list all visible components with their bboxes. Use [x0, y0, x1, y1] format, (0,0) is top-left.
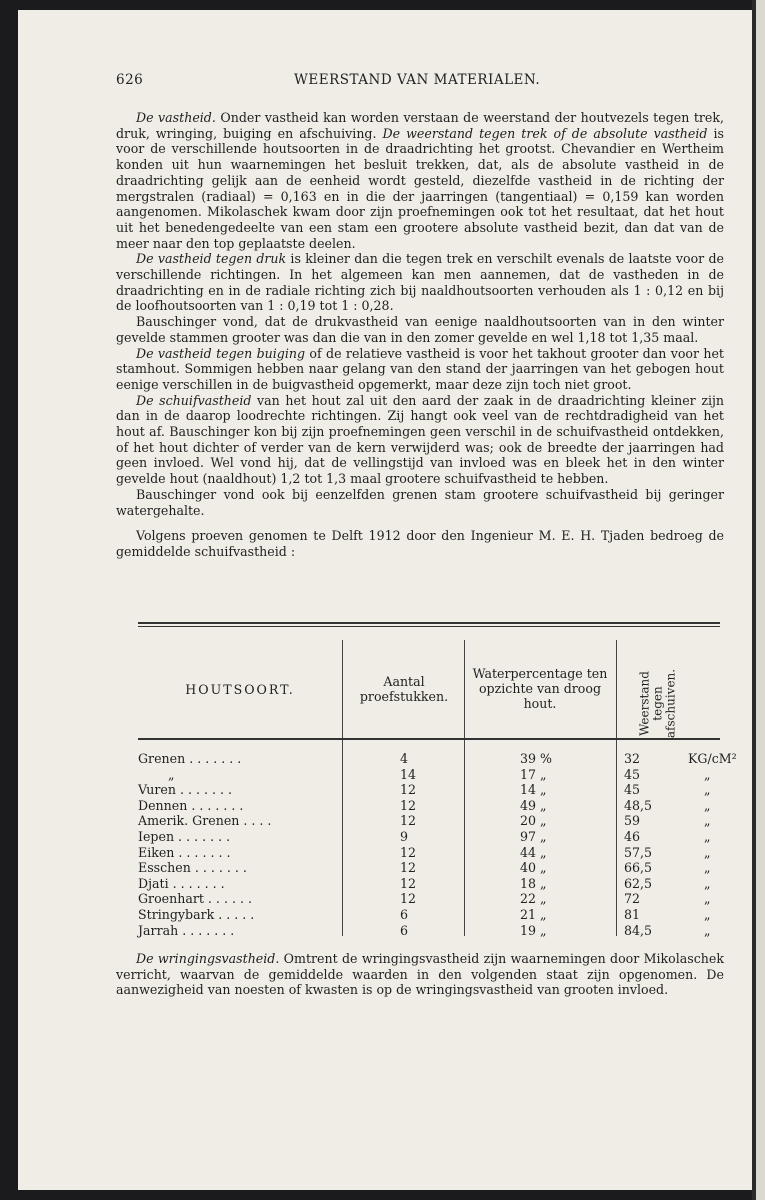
cell-water: 49 „ — [520, 797, 547, 813]
cell-houtsoort: Stringybark . . . . . — [138, 906, 255, 922]
table-row — [138, 782, 720, 798]
cell-water: 19 „ — [520, 922, 547, 938]
table-row — [138, 829, 720, 845]
book-page — [18, 10, 752, 1190]
table-header-rule — [138, 738, 720, 740]
cell-water: 97 „ — [520, 828, 547, 844]
cell-weerstand: 81 — [624, 906, 641, 922]
cell-water: 21 „ — [520, 906, 547, 922]
page-number: 626 — [116, 72, 144, 88]
cell-weerstand: 59 — [624, 813, 641, 829]
cell-aantal: 12 — [400, 782, 417, 798]
cell-weerstand: 46 — [624, 828, 641, 844]
page-gutter — [752, 0, 756, 1200]
cell-houtsoort: Dennen . . . . . . . — [138, 797, 244, 813]
cell-ditto: „ — [704, 828, 711, 844]
paragraph-text: is kleiner dan die tegen trek en verschilt evenals de laatste voor de verschillende richtingen. In het algemeen kan men aannemen, dat de vastheden in de draadrichting en in de radiale richting zich bij naaldhoutsoorten verhouden als 1 : 0,12 en bij de loofhoutsoorten van 1 : 0,19 tot 1 : 0,28. — [116, 251, 724, 314]
cell-ditto: „ — [704, 797, 711, 813]
cell-houtsoort: Djati . . . . . . . — [138, 875, 225, 891]
paragraph — [116, 251, 724, 314]
paragraph-text: Bauschinger vond ook bij eenzelfden grenen stam grootere schuifvastheid bij geringer watergehalte. — [116, 486, 724, 518]
paragraph-text: of de relatieve vastheid is voor het takhout grooter dan voor het stamhout. Sommigen hebben naar gelang van den stand der jaarringen van het gebogen hout eenige verschillen in de buigvastheid opgemerkt, maar deze zijn toch niet groot. — [116, 345, 724, 392]
cell-ditto: „ — [704, 906, 711, 922]
cell-aantal: 12 — [400, 860, 417, 876]
paragraph — [116, 393, 724, 487]
paragraph — [116, 528, 724, 559]
cell-aantal: 12 — [400, 797, 417, 813]
table-top-rule — [138, 622, 720, 624]
paragraph — [116, 346, 724, 393]
cell-houtsoort: Grenen . . . . . . . — [138, 751, 242, 766]
paragraph-text: Omtrent de wringingsvastheid zijn waarnemingen door Mikolaschek verricht, waarvan de gemiddelde waarden in den volgenden staat zijn opgenomen. De aanwezigheid van noesten of kwasten is op de wringingsvastheid van grooten invloed. — [116, 951, 724, 998]
table-row — [138, 813, 720, 829]
paragraph — [116, 951, 724, 998]
cell-houtsoort: Vuren . . . . . . . — [138, 782, 233, 798]
paragraph-text: Volgens proeven genomen te Delft 1912 door den Ingenieur M. E. H. Tjaden bedroeg de gemiddelde schuifvastheid : — [116, 528, 724, 559]
table-row — [138, 891, 720, 907]
cell-ditto: „ — [704, 860, 711, 876]
cell-aantal: 12 — [400, 891, 417, 907]
table-row — [138, 923, 720, 939]
cell-weerstand: 84,5 — [624, 922, 653, 938]
cell-houtsoort: Amerik. Grenen . . . . — [138, 813, 272, 829]
cell-aantal: 6 — [400, 906, 409, 922]
cell-houtsoort: „ — [168, 766, 175, 782]
table-row — [138, 860, 720, 876]
cell-ditto: „ — [704, 782, 711, 798]
cell-aantal: 9 — [400, 828, 409, 844]
paragraph — [116, 110, 724, 251]
cell-aantal: 12 — [400, 813, 417, 829]
column-divider — [616, 640, 617, 738]
paragraph — [116, 487, 724, 518]
cell-aantal: 12 — [400, 844, 417, 860]
table-row — [138, 907, 720, 923]
cell-ditto: „ — [704, 813, 711, 829]
header-aantal: Aantal proefstukken. — [359, 674, 449, 704]
cell-water: 17 „ — [520, 766, 547, 782]
cell-weerstand: 45 — [624, 766, 641, 782]
cell-houtsoort: Jarrah . . . . . . . — [138, 922, 235, 938]
table-row — [138, 798, 720, 814]
cell-ditto: „ — [704, 891, 711, 907]
cell-unit: KG/cM² — [688, 751, 737, 766]
header-weerstand: Weerstand tegen afschuiven. — [637, 668, 678, 739]
lead-italic: De weerstand tegen trek of de absolute vastheid — [382, 125, 708, 141]
adjacent-page-edge — [752, 0, 765, 1200]
cell-water: 44 „ — [520, 844, 547, 860]
cell-houtsoort: Eiken . . . . . . . — [138, 844, 231, 860]
lead-italic: De vastheid tegen buiging — [136, 345, 306, 361]
cell-ditto: „ — [704, 922, 711, 938]
cell-water: 22 „ — [520, 891, 547, 907]
cell-weerstand: 32 — [624, 751, 641, 766]
column-divider — [464, 640, 465, 738]
cell-houtsoort: Groenhart . . . . . . — [138, 891, 252, 907]
lead-italic: De vastheid. — [136, 110, 216, 125]
table-top-rule-thin — [138, 626, 720, 627]
cell-weerstand: 57,5 — [624, 844, 653, 860]
body-text — [116, 110, 724, 560]
cell-aantal: 14 — [400, 766, 417, 782]
header-waterpercentage: Waterpercentage ten opzichte van droog hout. — [472, 666, 608, 711]
cell-ditto: „ — [704, 844, 711, 860]
footer-paragraph — [116, 951, 724, 998]
cell-ditto: „ — [704, 766, 711, 782]
cell-houtsoort: Iepen . . . . . . . — [138, 828, 231, 844]
cell-ditto: „ — [704, 875, 711, 891]
cell-water: 39 % — [520, 751, 552, 766]
table-body — [138, 751, 737, 938]
table-row — [138, 876, 720, 892]
cell-weerstand: 48,5 — [624, 797, 653, 813]
paragraph-text: van het hout zal uit den aard der zaak in de draadrichting kleiner zijn dan in de daarop loodrechte richtingen. Zij hangt ook veel van de rechtdradigheid van het hout af. Bauschinger kon bij zijn proefnemingen geen verschil in de schuifvastheid ontdekken, of het hout dichter of verder van de kern verwijderd was; ook de breedte der jaarringen had geen invloed. Wel vond hij, dat de vellingstijd van invloed was en bleek het in den winter gevelde hout (naaldhout) 1,2 tot 1,3 maal grootere schuifvastheid te hebben. — [116, 392, 724, 487]
lead-italic: De schuifvastheid — [136, 392, 252, 408]
paragraph-text: Bauschinger vond, dat de drukvastheid van eenige naaldhoutsoorten van in den winter gevelde stammen grooter was dan die van in den zomer gevelde en wel 1,18 tot 1,35 maal. — [116, 314, 724, 345]
cell-houtsoort: Esschen . . . . . . . — [138, 860, 247, 876]
cell-aantal: 12 — [400, 875, 417, 891]
table-row — [138, 767, 720, 783]
header-houtsoort: HOUTSOORT. — [185, 682, 295, 697]
cell-aantal: 4 — [400, 751, 409, 766]
cell-weerstand: 45 — [624, 782, 641, 798]
cell-water: 20 „ — [520, 813, 547, 829]
cell-water: 18 „ — [520, 875, 547, 891]
running-title: WEERSTAND VAN MATERIALEN. — [294, 72, 541, 88]
cell-weerstand: 66,5 — [624, 860, 653, 876]
table-header — [138, 640, 720, 738]
cell-weerstand: 72 — [624, 891, 641, 907]
cell-water: 40 „ — [520, 860, 547, 876]
paragraph — [116, 314, 724, 345]
column-divider — [342, 640, 343, 738]
lead-italic: De vastheid tegen druk — [136, 251, 287, 267]
paragraph-text: is voor de verschillende houtsoorten in de draadrichting het grootst. Chevandier en Wertheim konden uit hun waarnemingen het besluit trekken, dat, als de absolute vastheid in de draadrichting gelijk aan de eenheid wordt gesteld, diezelfde vastheid in de richting der mergstralen (radiaal) = 0,163 en in die der jaarringen (tangentiaal) = 0,159 kan worden aangenomen. Mikolaschek kwam door zijn proefnemingen ook tot het resultaat, dat het hout uit het benedengedeelte van een stam een grootere absolute vastheid bezit, dan dat van de meer naar den top geplaatste deelen. — [116, 125, 725, 251]
paragraph-text: Onder vastheid kan worden verstaan de weerstand der houtvezels tegen trek, druk, wringing, buiging en afschuiving. — [116, 110, 724, 141]
cell-aantal: 6 — [400, 922, 409, 938]
lead-italic: De wringingsvastheid. — [136, 951, 280, 966]
table-row — [138, 845, 720, 861]
table-row — [138, 751, 737, 767]
cell-weerstand: 62,5 — [624, 875, 653, 891]
cell-water: 14 „ — [520, 782, 547, 798]
